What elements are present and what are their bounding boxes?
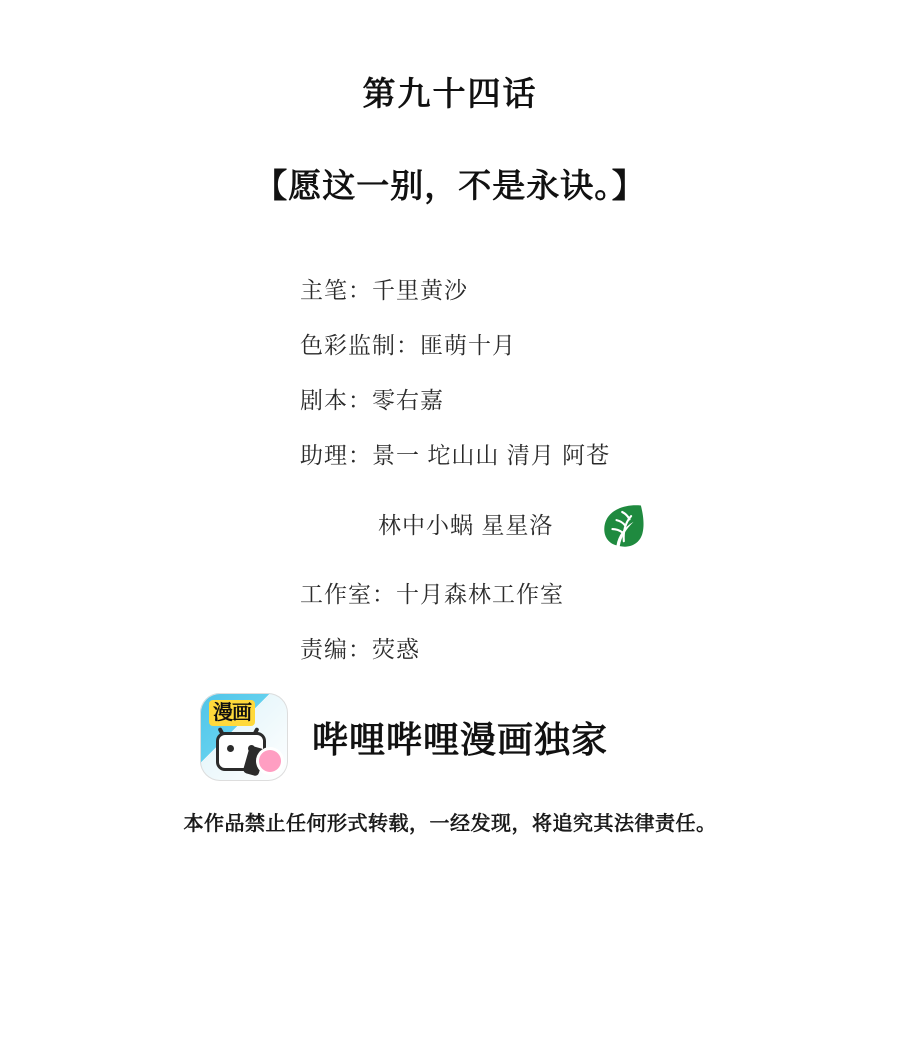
- credit-row: [300, 638, 900, 661]
- credit-value: 千里黄沙: [372, 277, 468, 303]
- credit-label: 工作室：: [300, 581, 396, 607]
- comic-credits-page: [0, 68, 900, 1039]
- brand-bar: [0, 693, 900, 781]
- credit-value: 零右嘉: [372, 387, 444, 413]
- credit-label: 色彩监制：: [300, 332, 420, 358]
- bilibili-manga-logo-icon: [200, 693, 288, 781]
- credit-row: [300, 389, 900, 412]
- credit-value: 林中小蜗 星星洛: [378, 511, 554, 538]
- chapter-number-title: 第九十四话: [362, 75, 538, 112]
- credit-value: 荧惑: [372, 636, 420, 662]
- chapter-subtitle: 【愿这一别，不是永诀。】: [254, 167, 646, 204]
- credit-value: 景一 坨山山 清月 阿苍: [372, 442, 611, 468]
- brand-text: 哔哩哔哩漫画独家: [312, 719, 609, 761]
- credit-row: [300, 499, 900, 551]
- credit-row: [300, 279, 900, 302]
- credit-value: 匪萌十月: [420, 332, 516, 358]
- credit-label: 主笔：: [300, 277, 372, 303]
- credit-label: 助理：: [300, 442, 372, 468]
- credit-row: [300, 583, 900, 606]
- copyright-disclaimer: 本作品禁止任何形式转载，一经发现，将追究其法律责任。: [183, 813, 717, 835]
- credit-label: 责编：: [300, 636, 372, 662]
- logo-pink-dot: [259, 750, 281, 772]
- credit-label: 剧本：: [300, 387, 372, 413]
- credit-row: [300, 444, 900, 467]
- credit-row: [300, 334, 900, 357]
- credit-value: 十月森林工作室: [396, 581, 564, 607]
- credits-list: [0, 279, 900, 661]
- leaf-icon: [597, 499, 649, 551]
- logo-badge-label: 漫画: [209, 700, 255, 726]
